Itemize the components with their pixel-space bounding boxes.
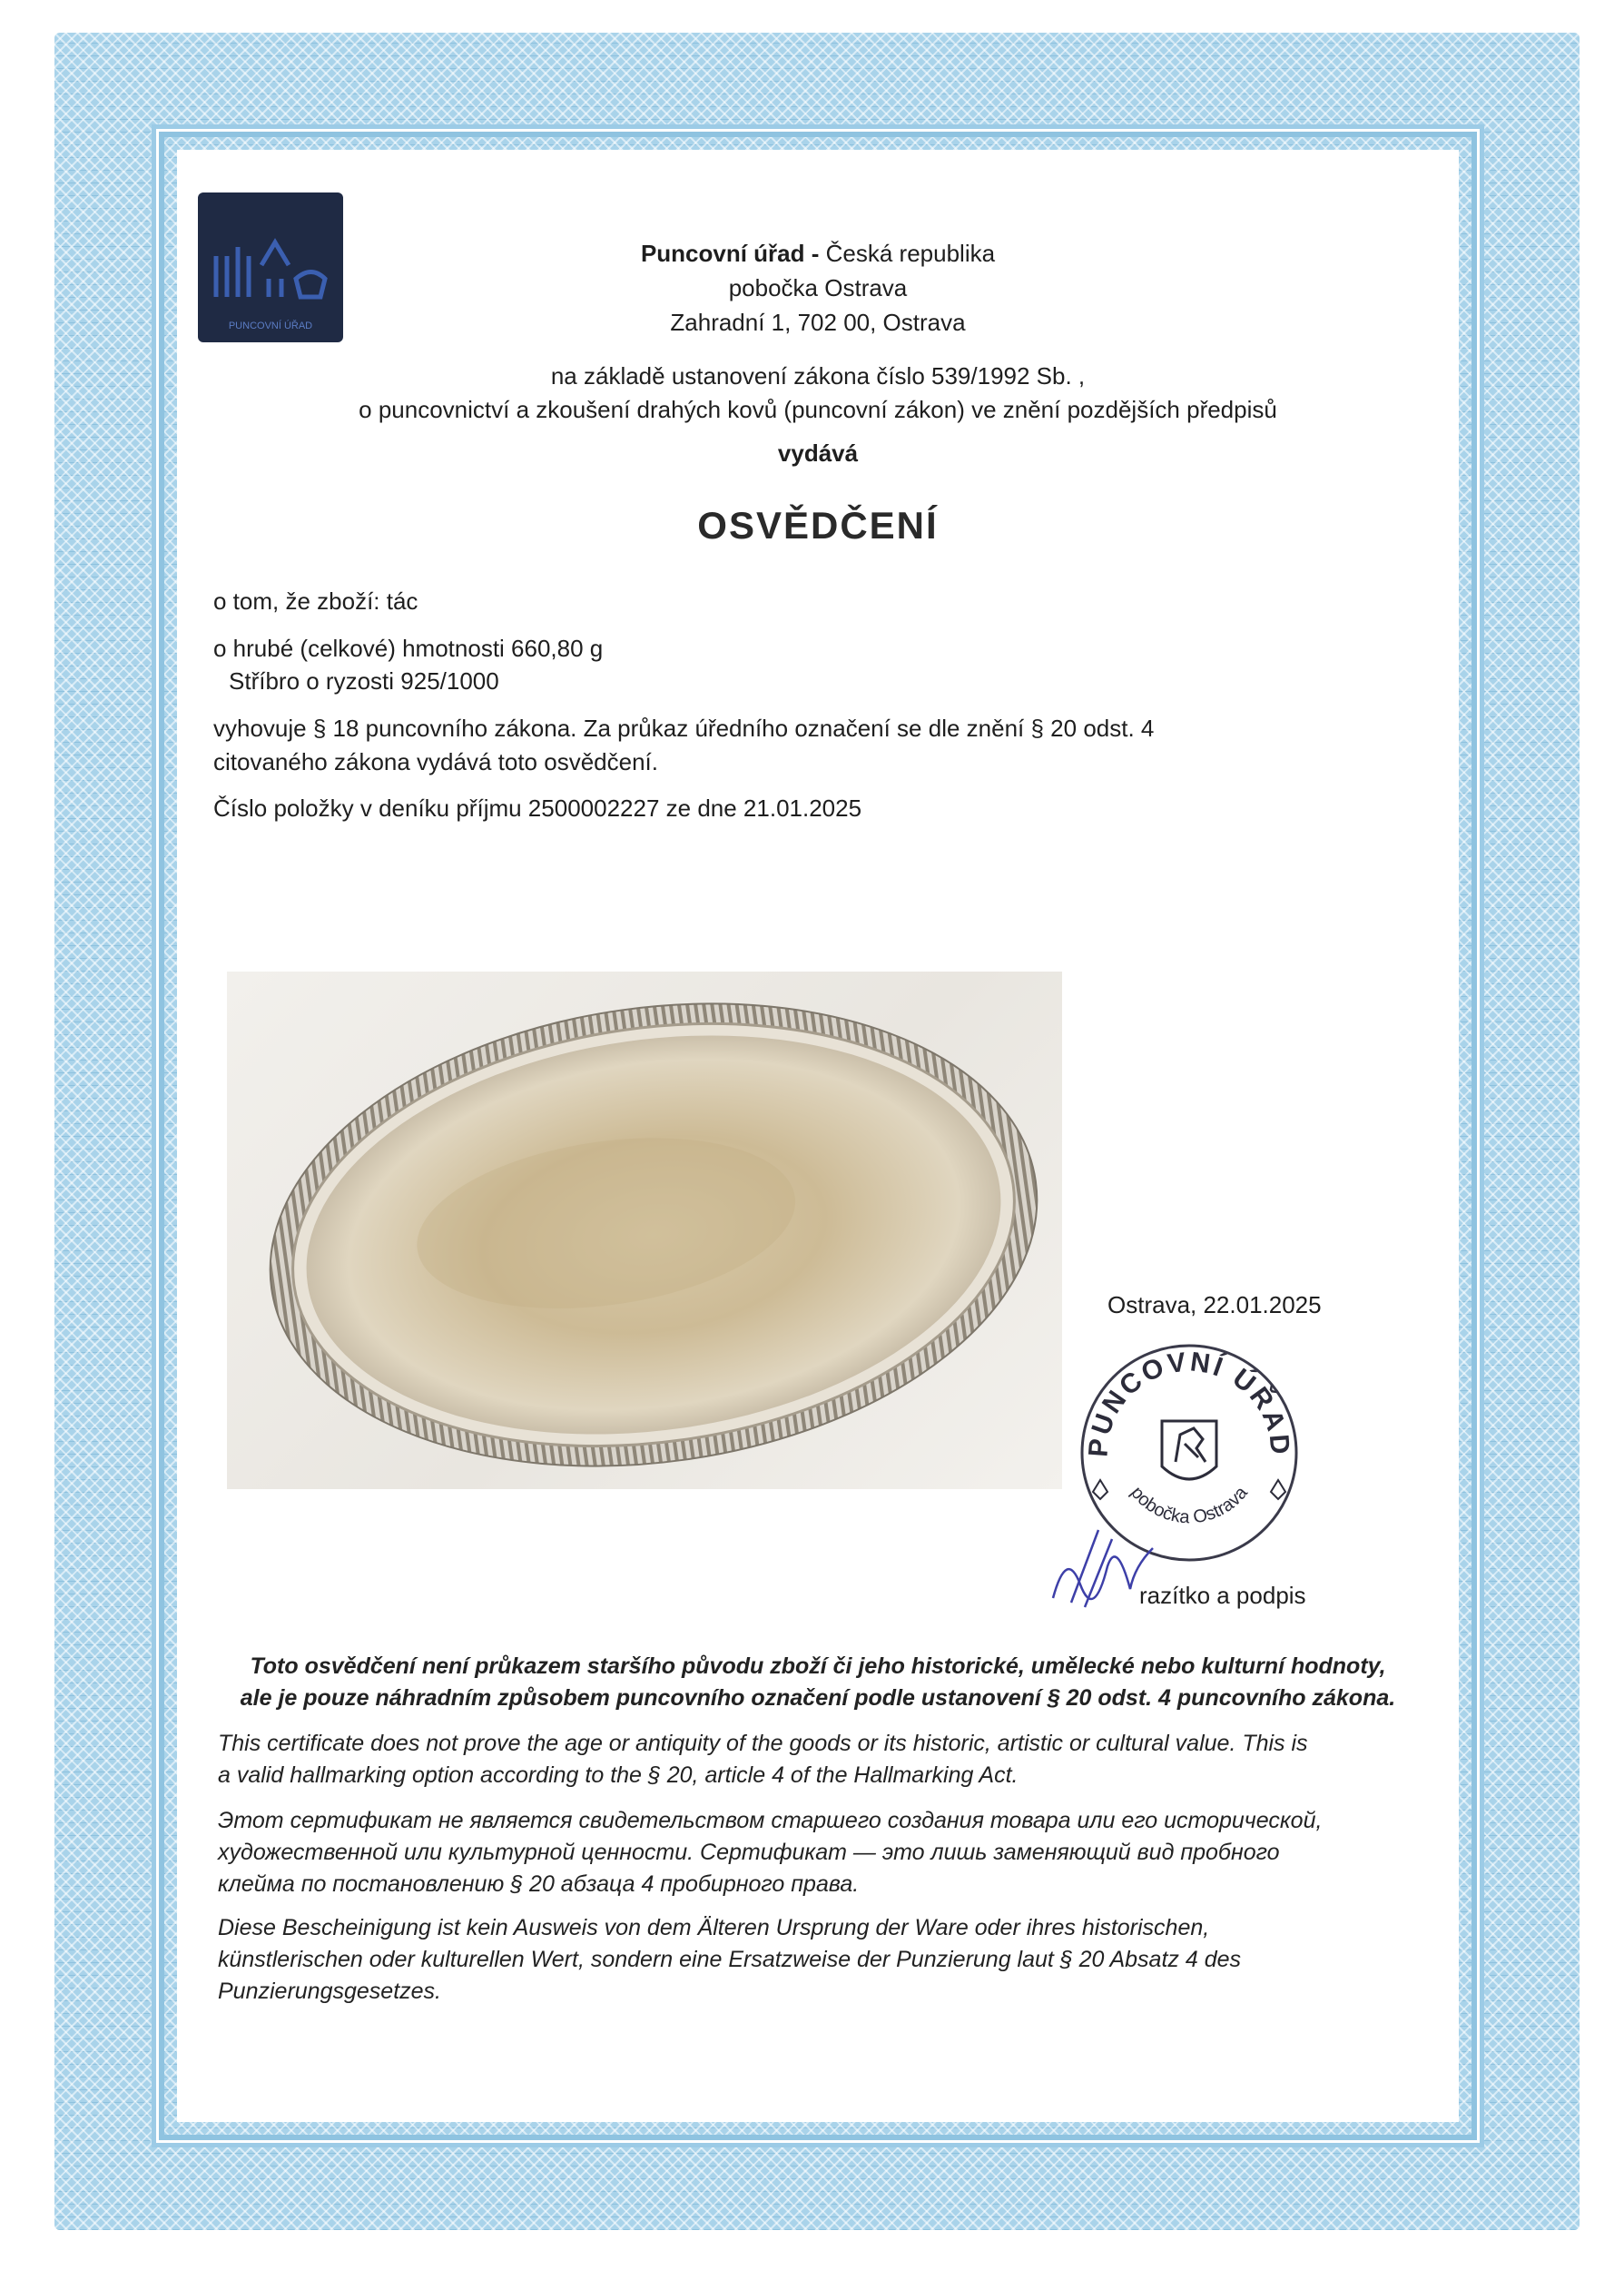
- place-date: Ostrava, 22.01.2025: [1107, 1291, 1322, 1318]
- compliance-line-1: vyhovuje § 18 puncovního zákona. Za průkaz úředního označení se dle znění § 20 odst. 4: [213, 715, 1155, 742]
- issuer-separator: -: [804, 240, 826, 267]
- legal-basis-line-1: na základě ustanovení zákona číslo 539/1992 Sb. ,: [550, 362, 1086, 390]
- issuer-line: [177, 238, 1459, 270]
- disclaimer-cz-line-1: Toto osvědčení není průkazem staršího původu zboží či jeho historické, umělecké nebo kulturní hodnoty,: [250, 1653, 1386, 1679]
- silver-tray-image: [227, 972, 1062, 1489]
- issuer-name: Puncovní úřad: [640, 240, 805, 267]
- disclaimer-de-line-3: Punzierungsgesetzes.: [218, 1979, 441, 2004]
- certificate-title: OSVĚDČENÍ: [697, 504, 939, 547]
- disclaimer-en-line-2: a valid hallmarking option according to the § 20, article 4 of the Hallmarking Act.: [218, 1762, 1019, 1788]
- issuer-country: Česká republika: [825, 240, 996, 267]
- item-photo: [227, 972, 1062, 1489]
- disclaimer-ru-line-3: клейма по постановлению § 20 абзаца 4 пробирного права.: [218, 1871, 860, 1897]
- compliance-line-2: citovaného zákona vydává toto osvědčení.: [213, 748, 658, 775]
- svg-text:pobočka Ostrava: pobočka Ostrava: [1127, 1483, 1252, 1528]
- issuer-address: Zahradní 1, 702 00, Ostrava: [670, 309, 966, 336]
- issuer-branch: pobočka Ostrava: [728, 274, 908, 301]
- signature-label: razítko a podpis: [1139, 1582, 1306, 1609]
- disclaimer-de-line-2: künstlerischen oder kulturellen Wert, sondern eine Ersatzweise der Punzierung laut § 20 Absatz 4 des: [218, 1947, 1242, 1972]
- disclaimer-en-line-1: This certificate does not prove the age or antiquity of the goods or its historic, artistic or cultural value. This is: [218, 1731, 1308, 1756]
- svg-text:PUNCOVNÍ ÚŘAD: PUNCOVNÍ ÚŘAD: [1083, 1347, 1295, 1458]
- svg-text:PUNCOVNÍ ÚŘAD: PUNCOVNÍ ÚŘAD: [228, 321, 313, 331]
- disclaimer-ru-line-2: художественной или культурной ценности. Сертификат — это лишь заменяющий вид пробного: [218, 1840, 1280, 1865]
- disclaimer-de-line-1: Diese Bescheinigung ist kein Ausweis von dem Älteren Ursprung der Ware oder ihres historischen,: [218, 1915, 1210, 1940]
- goods-line: o tom, že zboží: tác: [213, 587, 418, 615]
- weight-line: o hrubé (celkové) hmotnosti 660,80 g: [213, 635, 604, 662]
- fineness-line: Stříbro o ryzosti 925/1000: [229, 667, 499, 695]
- issues-label: vydává: [777, 439, 859, 467]
- register-entry-line: Číslo položky v deníku příjmu 2500002227 ze dne 21.01.2025: [213, 794, 862, 822]
- disclaimer-ru-line-1: Этот сертификат не является свидетельством старшего создания товара или его исторической,: [218, 1808, 1323, 1833]
- disclaimer-cz-line-2: ale je pouze náhradním způsobem puncovního označení podle ustanovení § 20 odst. 4 puncovního zákona.: [240, 1685, 1396, 1711]
- legal-basis-line-2: o puncovnictví a zkoušení drahých kovů (puncovní zákon) ve znění pozdějších předpisů: [359, 396, 1277, 423]
